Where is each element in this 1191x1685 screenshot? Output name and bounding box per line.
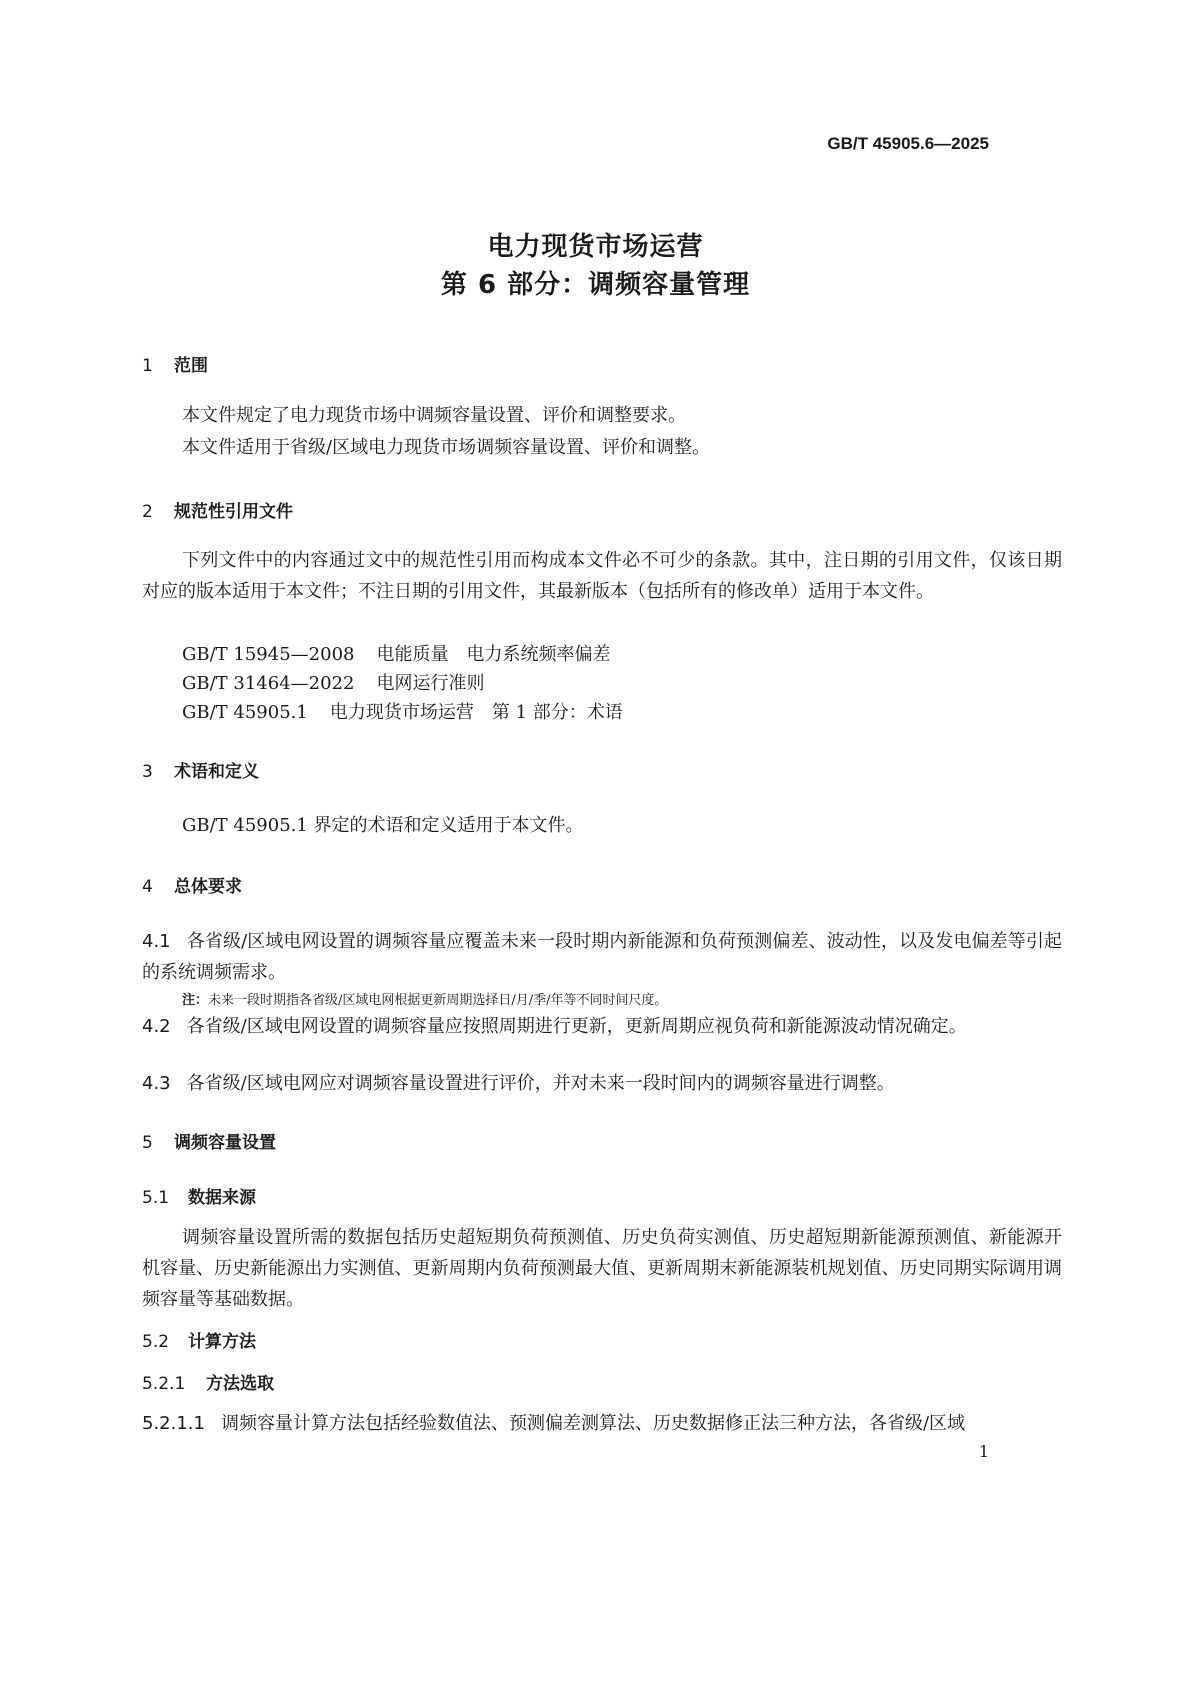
clause-4-2: [142, 1011, 1062, 1042]
clause-text: 各省级/区域电网设置的调频容量应按照周期进行更新，更新周期应视负荷和新能源波动情况确定。: [186, 1016, 967, 1037]
section-number: 1: [142, 356, 153, 376]
section-title: 范围: [174, 356, 208, 376]
section-number: 2: [142, 502, 153, 522]
reference-title: 电网运行准则: [376, 673, 485, 694]
note-text: 未来一段时期指各省级/区域电网根据更新周期选择日/月/季/年等不同时间尺度。: [208, 993, 668, 1008]
section-title: 调频容量设置: [174, 1133, 276, 1153]
section-2-heading: [142, 497, 293, 522]
section-3-paragraph: GB/T 45905.1 界定的术语和定义适用于本文件。: [182, 815, 584, 836]
note: [182, 989, 668, 1008]
section-1-paragraph-1: 本文件规定了电力现货市场中调频容量设置、评价和调整要求。: [182, 405, 686, 426]
reference-item: [182, 698, 623, 724]
section-title: 方法选取: [206, 1374, 274, 1394]
clause-text: 各省级/区域电网应对调频容量设置进行评价，并对未来一段时间内的调频容量进行调整。: [186, 1073, 895, 1094]
subsection-5-2-1-heading: [142, 1369, 274, 1394]
section-number: 3: [142, 762, 153, 782]
clause-number: 4.2: [142, 1016, 171, 1037]
section-number: 4: [142, 877, 153, 897]
clause-text: 各省级/区域电网设置的调频容量应覆盖未来一段时期内新能源和负荷预测偏差、波动性，以及发电偏差等引起的系统调频需求。: [142, 931, 1062, 983]
subsection-5-1-paragraph: 调频容量设置所需的数据包括历史超短期负荷预测值、历史负荷实测值、历史超短期新能源预测值、新能源开机容量、历史新能源出力实测值、更新周期内负荷预测最大值、更新周期末新能源装机规划值、历史同期实际调用调频容量等基础数据。: [142, 1227, 1062, 1310]
page-number: 1: [978, 1442, 989, 1461]
reference-item: [182, 640, 610, 666]
clause-4-3: [142, 1068, 1062, 1099]
section-title: 术语和定义: [174, 762, 259, 782]
section-4-heading: [142, 872, 242, 897]
section-number: 5.2: [142, 1332, 170, 1352]
section-2-paragraph: 下列文件中的内容通过文中的规范性引用而构成本文件必不可少的条款。其中，注日期的引用文件，仅该日期对应的版本适用于本文件；不注日期的引用文件，其最新版本（包括所有的修改单）适用于本文件。: [142, 550, 1062, 602]
subsection-5-1-heading: [142, 1183, 256, 1208]
subsection-5-2-heading: [142, 1327, 256, 1352]
clause-number: 4.1: [142, 931, 171, 952]
section-5-heading: [142, 1128, 276, 1153]
clause-text: 调频容量计算方法包括经验数值法、预测偏差测算法、历史数据修正法三种方法，各省级/区域: [220, 1413, 966, 1434]
section-number: 5.2.1: [142, 1374, 186, 1394]
standard-number: GB/T 45905.6—2025: [827, 134, 989, 153]
reference-title: 电力现货市场运营 第 1 部分：术语: [329, 702, 623, 723]
note-label: 注：: [182, 993, 209, 1008]
section-number: 5: [142, 1133, 153, 1153]
document-title-line2: 第 6 部分：调频容量管理: [440, 270, 751, 300]
section-1-paragraph-2: 本文件适用于省级/区域电力现货市场调频容量设置、评价和调整。: [182, 437, 711, 458]
reference-item: [182, 669, 484, 695]
section-title: 规范性引用文件: [174, 502, 293, 522]
document-title-line1: 电力现货市场运营: [487, 232, 704, 262]
section-title: 总体要求: [174, 877, 242, 897]
reference-title: 电能质量 电力系统频率偏差: [376, 644, 611, 665]
clause-number: 5.2.1.1: [142, 1413, 205, 1434]
section-title: 计算方法: [188, 1332, 256, 1352]
section-number: 5.1: [142, 1188, 170, 1208]
section-1-heading: [142, 351, 208, 376]
clause-5-2-1-1: [142, 1408, 1062, 1439]
reference-code: GB/T 45905.1: [182, 702, 308, 723]
reference-code: GB/T 15945—2008: [182, 644, 355, 665]
clause-4-1: [142, 926, 1062, 988]
section-3-heading: [142, 757, 259, 782]
section-title: 数据来源: [188, 1188, 256, 1208]
reference-code: GB/T 31464—2022: [182, 673, 355, 694]
clause-number: 4.3: [142, 1073, 171, 1094]
